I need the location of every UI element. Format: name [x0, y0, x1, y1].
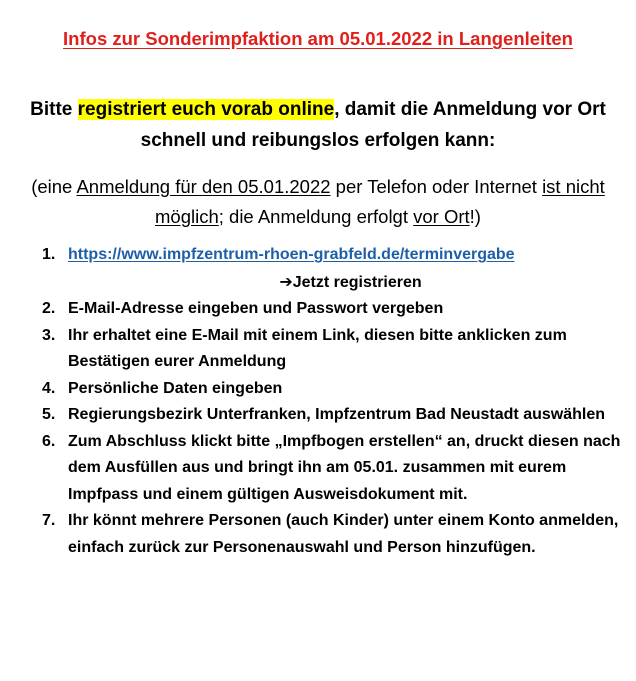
intro-highlight: registriert euch vorab online [77, 99, 335, 120]
step-number: 2. [42, 300, 56, 317]
step-text: Regierungsbezirk Unterfranken, Impfzentrum Bad Neustadt auswählen [68, 406, 605, 423]
registration-link[interactable]: https://www.impfzentrum-rhoen-grabfeld.de/terminvergabe [68, 246, 515, 263]
step-1-content [68, 242, 627, 296]
step-number: 5. [42, 406, 56, 423]
step-text: Persönliche Daten eingeben [68, 379, 283, 397]
register-now-label: Jetzt registrieren [292, 273, 422, 291]
note-part-4: !) [469, 206, 481, 227]
step-number: 6. [42, 432, 56, 450]
note-part-1: (eine [31, 176, 77, 197]
step-text: Ihr erhaltet eine E-Mail mit einem Link, diesen bitte anklicken zum Bestätigen eurer Anmeldung [68, 326, 567, 370]
step-number: 7. [42, 512, 56, 529]
step-4 [42, 376, 627, 403]
step-7 [42, 508, 627, 561]
step-6 [42, 429, 627, 509]
note-underline-1: Anmeldung für den 05.01.2022 [76, 176, 331, 197]
step-number: 1. [42, 246, 56, 263]
note-underline-2: ist nicht möglich [155, 176, 605, 227]
step-1 [42, 242, 627, 296]
note-part-3: ; die Anmeldung erfolgt [218, 206, 414, 227]
steps-list [42, 242, 627, 561]
step-text: Zum Abschluss klickt bitte „Impfbogen erstellen“ an, druckt diesen nach dem Ausfüllen aus und bringt ihn am 05.01. zusammen mit eurem Impfpass und einem gültigen Ausweisdokument mit. [68, 432, 621, 503]
step-5 [42, 402, 627, 429]
note-part-2: per Telefon oder Internet [330, 176, 543, 197]
step-1-subline [68, 269, 627, 297]
intro-paragraph [10, 94, 626, 156]
step-number: 4. [42, 379, 56, 397]
step-text: E-Mail-Adresse eingeben und Passwort vergeben [68, 300, 444, 317]
note-paragraph [10, 172, 626, 232]
step-2 [42, 296, 627, 323]
intro-suffix: , damit die Anmeldung vor Ort schnell und reibungslos erfolgen kann: [140, 99, 606, 151]
step-text: Ihr könnt mehrere Personen (auch Kinder) unter einem Konto anmelden, einfach zurück zur Personenauswahl und Person hinzufügen. [68, 512, 619, 556]
intro-prefix: Bitte [30, 99, 78, 120]
step-number: 3. [42, 326, 56, 344]
step-3 [42, 323, 627, 376]
page-title: Infos zur Sonderimpfaktion am 05.01.2022 in Langenleiten [63, 28, 573, 49]
arrow-right-icon: ➔ [279, 271, 293, 291]
note-underline-3: vor Ort [413, 206, 470, 227]
